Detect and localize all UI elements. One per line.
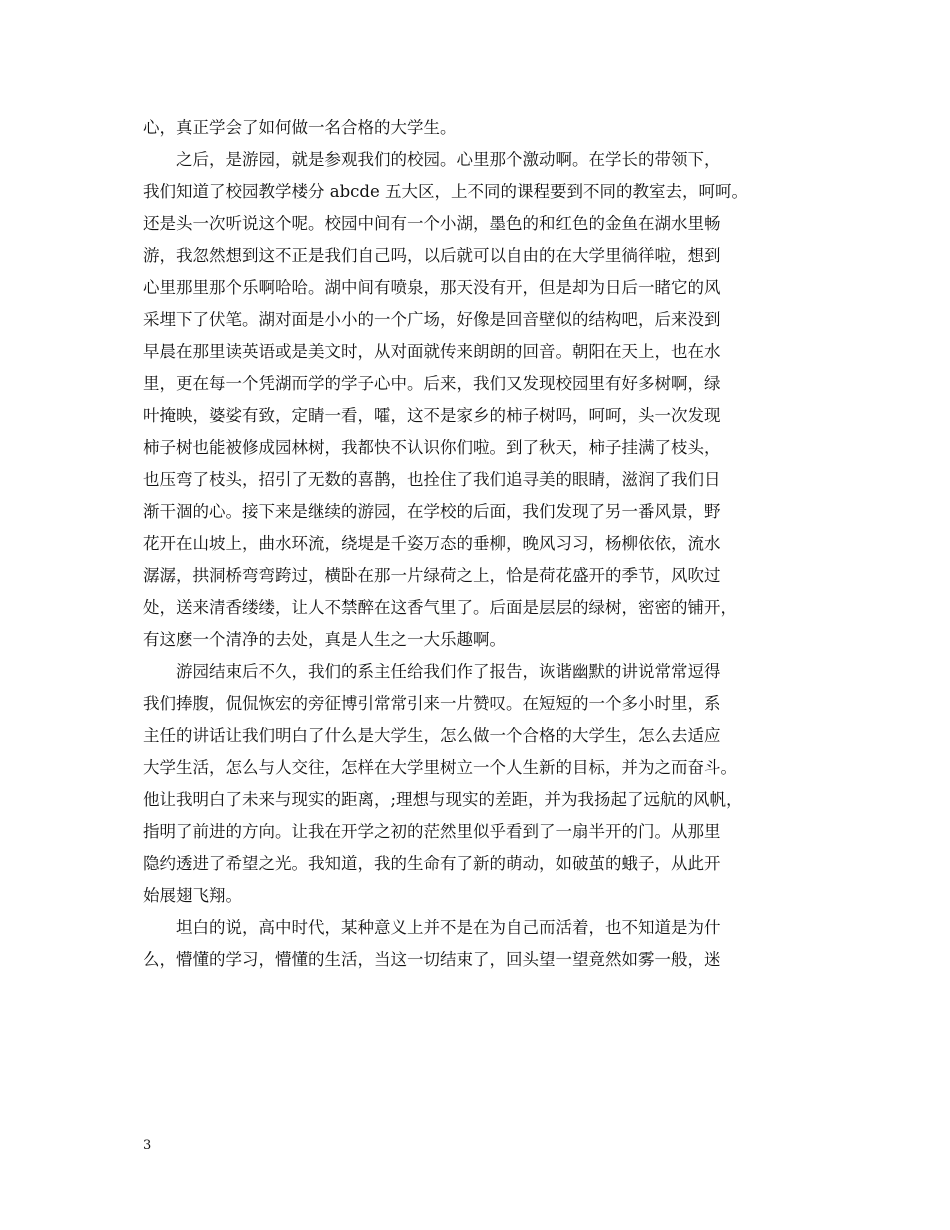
text-line: 他让我明白了未来与现实的距离，;理想与现实的差距，并为我扬起了远航的风帆， [143, 790, 743, 809]
text-line: 心里那里那个乐啊哈哈。湖中间有喷泉，那天没有开，但是却为日后一睹它的风 [143, 278, 721, 297]
text-line: 潺潺，拱洞桥弯弯跨过，横卧在那一片绿荷之上，恰是荷花盛开的季节，风吹过 [143, 566, 721, 585]
text-line: 心，真正学会了如何做一名合格的大学生。 [143, 118, 457, 137]
text-line: 也压弯了枝头，招引了无数的喜鹊，也拴住了我们追寻美的眼睛，滋润了我们日 [143, 470, 721, 489]
body-text [143, 112, 823, 976]
text-line: 采埋下了伏笔。湖对面是小小的一个广场，好像是回音壁似的结构吧，后来没到 [143, 310, 721, 329]
text-line: 游，我忽然想到这不正是我们自己吗，以后就可以自由的在大学里徜徉啦，想到 [143, 246, 721, 265]
text-line: 主任的讲话让我们明白了什么是大学生，怎么做一个合格的大学生，怎么去适应 [143, 726, 721, 745]
text-line: 么，懵懂的学习，懵懂的生活，当这一切结束了，回头望一望竟然如雾一般，迷 [143, 950, 721, 969]
page-number: 3 [143, 1138, 152, 1153]
text-line: 大学生活，怎么与人交往，怎样在大学里树立一个人生新的目标，并为之而奋斗。 [143, 758, 737, 777]
text-line: 始展翅飞翔。 [143, 886, 242, 905]
text-line: 里，更在每一个凭湖而学的学子心中。后来，我们又发现校园里有好多树啊，绿 [143, 374, 721, 393]
text-line: 我们知道了校园教学楼分 abcde 五大区，上不同的课程要到不同的教室去，呵呵。 [143, 182, 748, 201]
text-line: 之后，是游园，就是参观我们的校园。心里那个激动啊。在学长的带领下， [143, 150, 721, 169]
text-line: 叶掩映，婆娑有致，定睛一看，嚯，这不是家乡的柿子树吗，呵呵，头一次发现 [143, 406, 721, 425]
text-line: 还是头一次听说这个呢。校园中间有一个小湖，墨色的和红色的金鱼在湖水里畅 [143, 214, 721, 233]
text-line: 渐干涸的心。接下来是继续的游园，在学校的后面，我们发现了另一番风景，野 [143, 502, 721, 521]
text-line: 游园结束后不久，我们的系主任给我们作了报告，诙谐幽默的讲说常常逗得 [143, 662, 721, 681]
text-line: 早晨在那里读英语或是美文时，从对面就传来朗朗的回音。朝阳在天上，也在水 [143, 342, 721, 361]
text-line: 柿子树也能被修成园林树，我都快不认识你们啦。到了秋天，柿子挂满了枝头， [143, 438, 721, 457]
text-line: 指明了前进的方向。让我在开学之初的茫然里似乎看到了一扇半开的门。从那里 [143, 822, 721, 841]
text-line: 有这麽一个清净的去处，真是人生之一大乐趣啊。 [143, 630, 506, 649]
text-line: 隐约透进了希望之光。我知道，我的生命有了新的萌动，如破茧的蛾子，从此开 [143, 854, 721, 873]
text-line: 坦白的说，高中时代，某种意义上并不是在为自己而活着，也不知道是为什 [143, 918, 721, 937]
text-line: 我们捧腹，侃侃恢宏的旁征博引常常引来一片赞叹。在短短的一个多小时里，系 [143, 694, 721, 713]
text-line: 处，送来清香缕缕，让人不禁醉在这香气里了。后面是层层的绿树，密密的铺开， [143, 598, 737, 617]
text-line: 花开在山坡上，曲水环流，绕堤是千姿万态的垂柳，晚风习习，杨柳依依，流水 [143, 534, 721, 553]
